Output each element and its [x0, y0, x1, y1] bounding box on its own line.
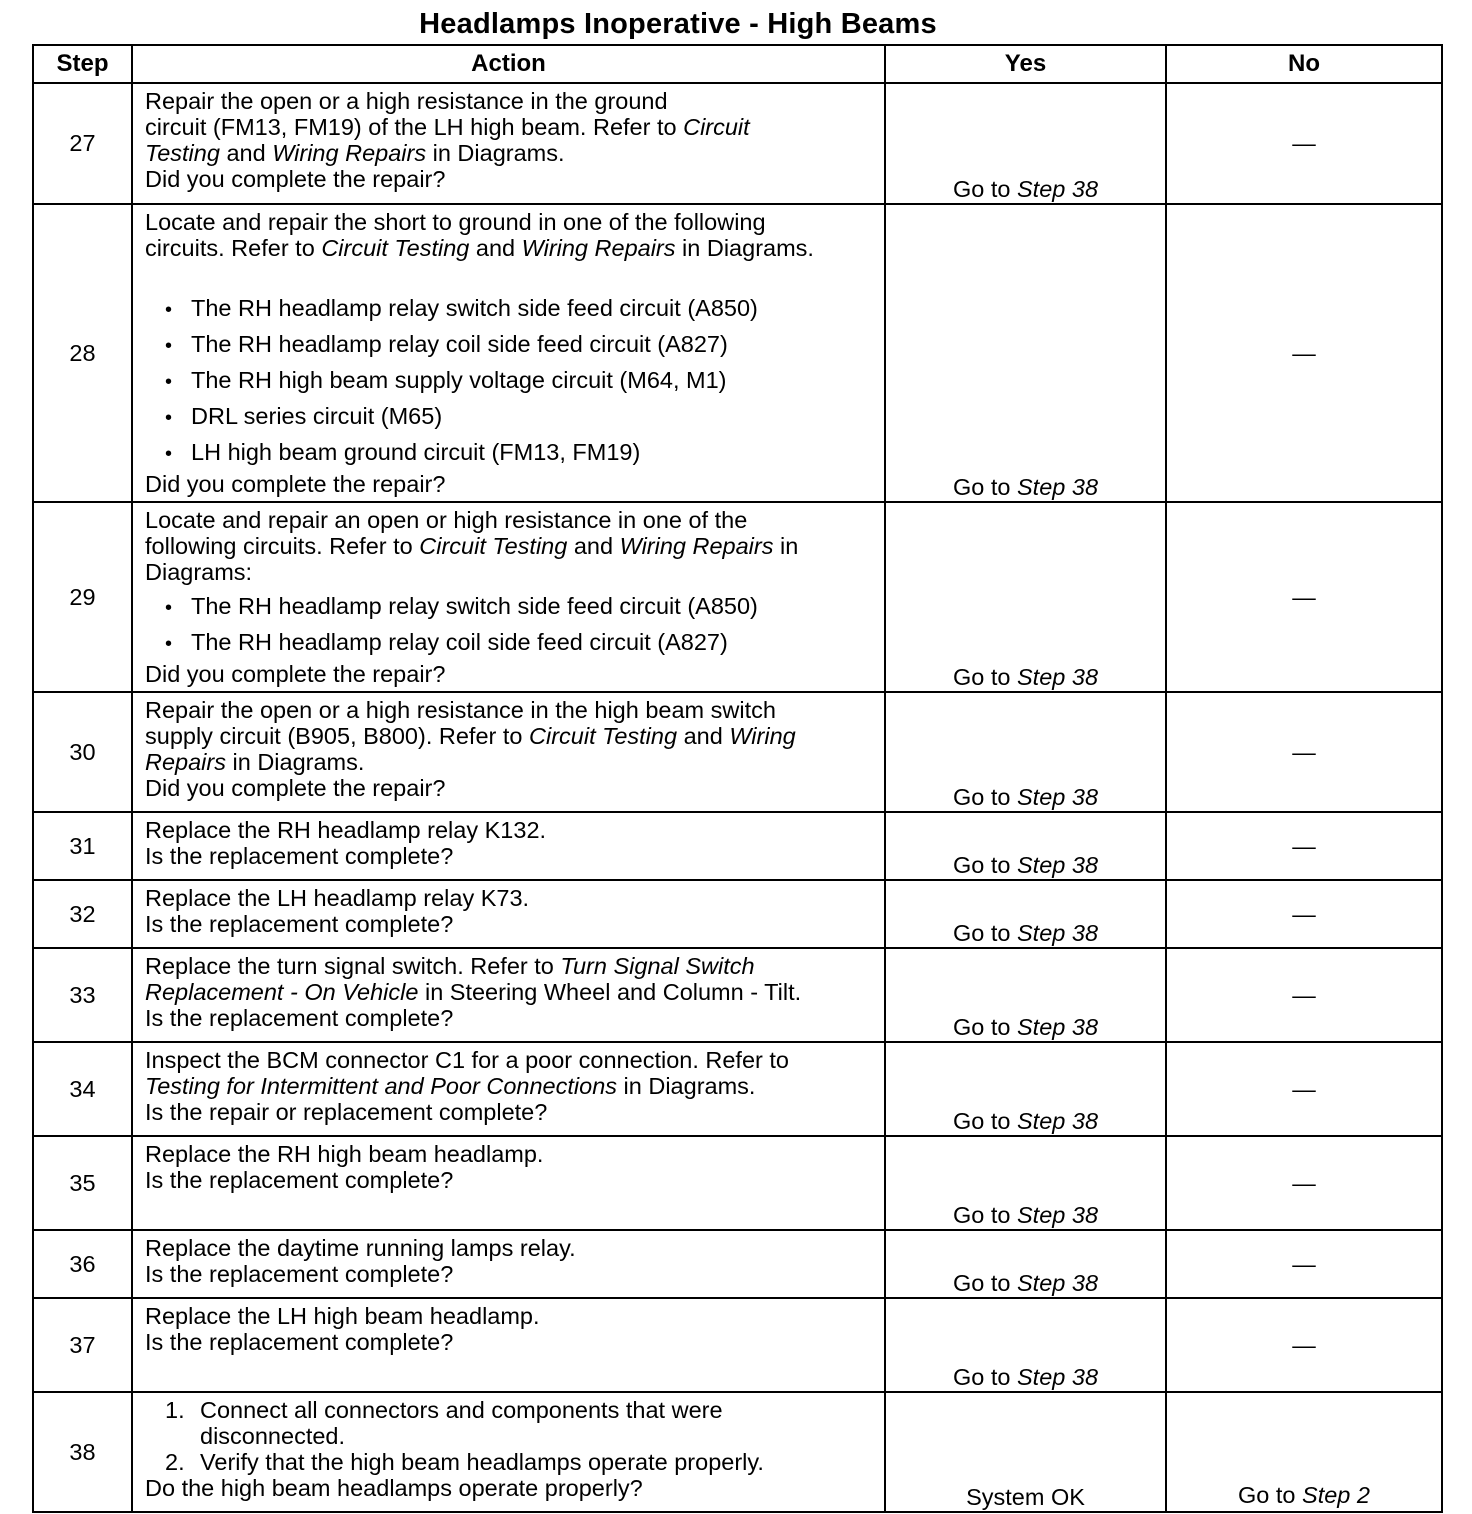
action-cell [132, 1136, 885, 1230]
action-text: Locate and repair an open or high resistance in one of the following circuits. Refer to Circuit Testing and Wiring Repairs in Diagrams: • The RH headlamp relay switch side feed circuit (A850) • The RH headlamp relay coil side feed circuit (A827) [145, 507, 872, 661]
yes-cell: Go to Step 38 [885, 1136, 1166, 1230]
step-number: 33 [33, 948, 132, 1042]
action-cell [132, 1298, 885, 1392]
no-cell: — [1166, 948, 1442, 1042]
yes-cell: Go to Step 38 [885, 692, 1166, 812]
action-question: Is the replacement complete? [145, 911, 454, 937]
diagnostic-table [32, 44, 1443, 1513]
yes-cell: Go to Step 38 [885, 948, 1166, 1042]
header-action: Action [132, 45, 885, 83]
yes-cell: Go to Step 38 [885, 204, 1166, 502]
circuit-list [145, 589, 872, 661]
list-item: • The RH high beam supply voltage circuit (M64, M1) [165, 363, 872, 399]
step-number: 35 [33, 1136, 132, 1230]
procedure-list [145, 1397, 872, 1475]
no-cell: — [1166, 83, 1442, 204]
step-number: 28 [33, 204, 132, 502]
action-text: Repair the open or a high resistance in the ground circuit (FM13, FM19) of the LH high beam. Refer to Circuit Testing and Wiring Repairs in Diagrams. [145, 88, 750, 166]
table-row [33, 1392, 1442, 1512]
header-step: Step [33, 45, 132, 83]
table-row [33, 692, 1442, 812]
action-cell [132, 812, 885, 880]
action-text: Replace the LH high beam headlamp. [145, 1303, 540, 1329]
action-text: Locate and repair the short to ground in one of the following circuits. Refer to Circuit Testing and Wiring Repairs in Diagrams. • The RH headlamp relay switch side feed circuit (A850) • The RH headlamp relay coil side feed circuit (A827) • The RH high beam supply voltage circuit (M64, M1) • DRL series circuit (M65) • LH high beam ground circuit (FM13, FM19) [145, 209, 872, 471]
action-question: Did you complete the repair? [145, 775, 446, 801]
yes-cell: Go to Step 38 [885, 812, 1166, 880]
yes-cell: System OK [885, 1392, 1166, 1512]
list-item: • LH high beam ground circuit (FM13, FM19) [165, 435, 872, 471]
list-item: 1. Connect all connectors and components that were disconnected. [165, 1397, 723, 1449]
no-cell: — [1166, 502, 1442, 692]
action-text: Inspect the BCM connector C1 for a poor connection. Refer to Testing for Intermittent and Poor Connections in Diagrams. [145, 1047, 789, 1099]
yes-cell: Go to Step 38 [885, 83, 1166, 204]
action-question: Is the replacement complete? [145, 1329, 454, 1355]
action-question: Did you complete the repair? [145, 471, 446, 497]
action-cell [132, 692, 885, 812]
action-question: Is the replacement complete? [145, 1167, 454, 1193]
action-cell [132, 204, 885, 502]
table-row [33, 83, 1442, 204]
action-cell [132, 880, 885, 948]
yes-cell: Go to Step 38 [885, 1230, 1166, 1298]
yes-cell: Go to Step 38 [885, 1298, 1166, 1392]
circuit-list [145, 291, 872, 471]
step-number: 37 [33, 1298, 132, 1392]
step-number: 36 [33, 1230, 132, 1298]
action-cell [132, 1230, 885, 1298]
list-item: • The RH headlamp relay coil side feed circuit (A827) [165, 625, 872, 661]
action-cell [132, 1042, 885, 1136]
no-cell: — [1166, 1136, 1442, 1230]
table-row [33, 948, 1442, 1042]
action-question: Is the replacement complete? [145, 1005, 454, 1031]
list-item: • The RH headlamp relay switch side feed circuit (A850) [165, 291, 872, 327]
list-item: 2. Verify that the high beam headlamps operate properly. [165, 1449, 764, 1475]
action-cell [132, 502, 885, 692]
no-cell: — [1166, 812, 1442, 880]
action-text: Replace the RH headlamp relay K132. [145, 817, 547, 843]
no-cell: — [1166, 1230, 1442, 1298]
yes-cell: Go to Step 38 [885, 502, 1166, 692]
page-title: Headlamps Inoperative - High Beams [419, 8, 937, 40]
table-row [33, 880, 1442, 948]
action-question: Is the replacement complete? [145, 843, 454, 869]
action-cell [132, 948, 885, 1042]
step-number: 34 [33, 1042, 132, 1136]
step-number: 29 [33, 502, 132, 692]
action-text: Replace the LH headlamp relay K73. [145, 885, 530, 911]
action-cell [132, 83, 885, 204]
action-question: Do the high beam headlamps operate properly? [145, 1475, 643, 1501]
table-row [33, 1042, 1442, 1136]
list-item: • The RH headlamp relay coil side feed circuit (A827) [165, 327, 872, 363]
no-cell: — [1166, 1298, 1442, 1392]
yes-cell: Go to Step 38 [885, 1042, 1166, 1136]
action-text: Replace the RH high beam headlamp. [145, 1141, 544, 1167]
step-number: 32 [33, 880, 132, 948]
list-item: • DRL series circuit (M65) [165, 399, 872, 435]
action-cell [132, 1392, 885, 1512]
table-row [33, 204, 1442, 502]
table-row [33, 1298, 1442, 1392]
step-number: 31 [33, 812, 132, 880]
action-question: Is the replacement complete? [145, 1261, 454, 1287]
no-cell: — [1166, 204, 1442, 502]
table-row [33, 812, 1442, 880]
action-question: Is the repair or replacement complete? [145, 1099, 548, 1125]
action-question: Did you complete the repair? [145, 166, 446, 192]
table-row [33, 1136, 1442, 1230]
action-text: Repair the open or a high resistance in the high beam switch supply circuit (B905, B800). Refer to Circuit Testing and Wiring Repairs in Diagrams. [145, 697, 796, 775]
header-yes: Yes [885, 45, 1166, 83]
header-no: No [1166, 45, 1442, 83]
action-question: Did you complete the repair? [145, 661, 446, 687]
step-number: 30 [33, 692, 132, 812]
table-header-row [33, 45, 1442, 83]
action-text: Replace the turn signal switch. Refer to Turn Signal Switch Replacement - On Vehicle in Steering Wheel and Column - Tilt. [145, 953, 802, 1005]
step-number: 38 [33, 1392, 132, 1512]
list-item: • The RH headlamp relay switch side feed circuit (A850) [165, 589, 872, 625]
yes-cell: Go to Step 38 [885, 880, 1166, 948]
no-cell: — [1166, 1042, 1442, 1136]
action-text: Replace the daytime running lamps relay. [145, 1235, 576, 1261]
no-cell: — [1166, 692, 1442, 812]
step-number: 27 [33, 83, 132, 204]
table-row [33, 502, 1442, 692]
table-row [33, 1230, 1442, 1298]
no-cell: — [1166, 880, 1442, 948]
no-cell: Go to Step 2 [1166, 1392, 1442, 1512]
